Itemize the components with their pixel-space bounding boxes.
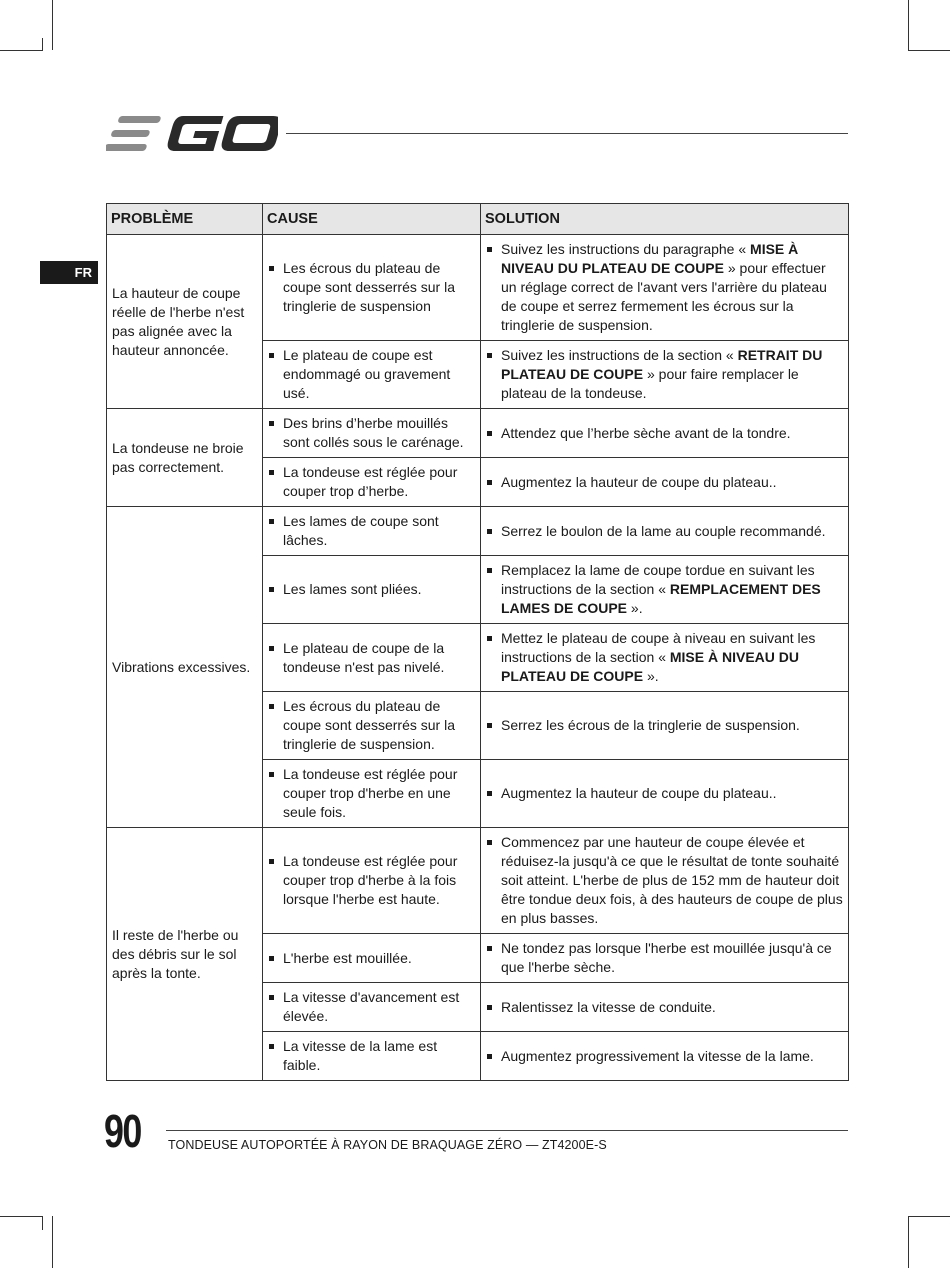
solution-fragment: ». — [643, 668, 659, 684]
cause-cell — [263, 409, 481, 458]
solution-fragment: Ralentissez la vitesse de conduite. — [501, 998, 716, 1015]
cause-text: Le plateau de coupe de la tondeuse n'est pas nivelé. — [283, 639, 476, 677]
header-problem: PROBLÈME — [107, 204, 263, 235]
solution-fragment: Suivez les instructions du paragraphe « — [501, 241, 751, 257]
solution-reference: REMPLACEMENT DES LAMES DE COUPE — [501, 581, 821, 616]
solution-fragment: Commencez par une hauteur de coupe élevée et réduisez-la jusqu'à ce que le résultat de tonte souhaité soit atteint. L'herbe de plus de 152 mm de hauteur doit être tondue deux fois, à des hauteurs de coupe de plus en plus basses. — [501, 834, 843, 926]
solution-text — [501, 784, 844, 803]
cause-text: La tondeuse est réglée pour couper trop d'herbe en une seule fois. — [283, 765, 476, 822]
crop-mark — [908, 50, 950, 51]
footer-rule — [166, 1130, 848, 1131]
table-header-row — [107, 204, 849, 235]
solution-fragment: Serrez les écrous de la tringlerie de suspension. — [501, 717, 800, 733]
solution-text — [501, 716, 844, 735]
solution-text — [501, 424, 844, 443]
solution-cell — [481, 760, 849, 828]
solution-reference: MISE À NIVEAU DU PLATEAU DE COUPE — [501, 241, 799, 276]
cause-cell — [263, 934, 481, 983]
solution-cell — [481, 624, 849, 692]
crop-mark — [0, 50, 42, 51]
table-row — [107, 507, 849, 556]
problem-cell: La tondeuse ne broie pas correctement. — [107, 409, 263, 507]
cause-text: Les lames de coupe sont lâches. — [283, 512, 476, 550]
solution-fragment: Mettez le plateau de coupe à niveau en suivant les instructions de la section « — [501, 630, 816, 665]
solution-fragment: Augmentez la hauteur de coupe du plateau.. — [501, 785, 777, 801]
solution-cell — [481, 507, 849, 556]
cause-cell — [263, 556, 481, 624]
problem-cell: Vibrations excessives. — [107, 507, 263, 828]
solution-text — [501, 998, 844, 1017]
solution-text — [501, 629, 844, 686]
cause-cell — [263, 828, 481, 934]
solution-fragment: Attendez que l’herbe sèche avant de la tondre. — [501, 424, 791, 441]
problem-cell: La hauteur de coupe réelle de l'herbe n'est pas alignée avec la hauteur annoncée. — [107, 235, 263, 409]
cause-cell — [263, 458, 481, 507]
solution-cell — [481, 556, 849, 624]
solution-cell — [481, 983, 849, 1032]
ego-logo — [106, 114, 278, 154]
solution-text — [501, 522, 844, 541]
troubleshooting-table — [106, 203, 849, 1081]
cause-text: La tondeuse est réglée pour couper trop d’herbe. — [283, 463, 476, 501]
solution-text — [501, 346, 844, 403]
header-rule — [286, 133, 848, 134]
solution-fragment: » pour effectuer un réglage correct de l'avant vers l'arrière du plateau de coupe et serrez fermement les écrous sur la tringlerie de suspension. — [501, 260, 827, 333]
cause-cell — [263, 760, 481, 828]
solution-fragment: Ne tondez pas lorsque l'herbe est mouillée jusqu'à ce que l'herbe sèche. — [501, 940, 832, 975]
solution-fragment: ». — [627, 600, 643, 616]
cause-text: La vitesse de la lame est faible. — [283, 1037, 476, 1075]
crop-mark — [42, 1216, 43, 1230]
crop-mark — [42, 38, 43, 51]
cause-cell — [263, 624, 481, 692]
solution-text — [501, 240, 844, 335]
solution-cell — [481, 692, 849, 760]
problem-cell: Il reste de l'herbe ou des débris sur le sol après la tonte. — [107, 828, 263, 1081]
page-number: 90 — [104, 1105, 141, 1157]
cause-text: La tondeuse est réglée pour couper trop d'herbe à la fois lorsque l'herbe est haute. — [283, 852, 476, 909]
cause-cell — [263, 235, 481, 341]
solution-fragment: » pour faire remplacer le plateau de la tondeuse. — [501, 366, 799, 401]
language-tab: FR — [40, 261, 98, 284]
crop-mark — [908, 1216, 909, 1268]
cause-text: Les écrous du plateau de coupe sont desserrés sur la tringlerie de suspension. — [283, 697, 476, 754]
solution-text — [501, 833, 844, 928]
crop-mark — [52, 1216, 53, 1268]
crop-mark — [908, 1216, 950, 1217]
cause-text: La vitesse d'avancement est élevée. — [283, 988, 476, 1026]
cause-cell — [263, 1032, 481, 1081]
solution-cell — [481, 235, 849, 341]
cause-text: Les lames sont pliées. — [283, 580, 476, 599]
table-row — [107, 828, 849, 934]
table-row — [107, 235, 849, 341]
crop-mark — [908, 0, 909, 50]
cause-cell — [263, 983, 481, 1032]
solution-text — [501, 1047, 844, 1066]
cause-cell — [263, 341, 481, 409]
cause-text: Les écrous du plateau de coupe sont desserrés sur la tringlerie de suspension — [283, 259, 476, 316]
cause-text: Le plateau de coupe est endommagé ou gravement usé. — [283, 346, 476, 403]
solution-cell — [481, 1032, 849, 1081]
header-solution: SOLUTION — [481, 204, 849, 235]
cause-text: L'herbe est mouillée. — [283, 949, 476, 968]
crop-mark — [0, 1216, 42, 1217]
solution-text — [501, 473, 844, 492]
solution-cell — [481, 409, 849, 458]
solution-fragment: Remplacez la lame de coupe tordue en suivant les instructions de la section « — [501, 562, 815, 597]
solution-fragment: Suivez les instructions de la section « — [501, 347, 738, 363]
solution-text — [501, 939, 844, 977]
solution-reference: RETRAIT DU PLATEAU DE COUPE — [501, 347, 823, 382]
crop-mark — [52, 0, 53, 50]
solution-reference: MISE À NIVEAU DU PLATEAU DE COUPE — [501, 649, 799, 684]
footer-title: TONDEUSE AUTOPORTÉE À RAYON DE BRAQUAGE ZÉRO — ZT4200E-S — [168, 1138, 607, 1152]
solution-text — [501, 561, 844, 618]
solution-cell — [481, 828, 849, 934]
table-row — [107, 409, 849, 458]
solution-fragment: Serrez le boulon de la lame au couple recommandé. — [501, 522, 826, 539]
solution-cell — [481, 458, 849, 507]
solution-cell — [481, 341, 849, 409]
cause-cell — [263, 507, 481, 556]
solution-cell — [481, 934, 849, 983]
solution-fragment: Augmentez la hauteur de coupe du plateau.. — [501, 473, 777, 490]
header-cause: CAUSE — [263, 204, 481, 235]
cause-text: Des brins d’herbe mouillés sont collés sous le carénage. — [283, 414, 476, 452]
cause-cell — [263, 692, 481, 760]
solution-fragment: Augmentez progressivement la vitesse de la lame. — [501, 1047, 814, 1064]
